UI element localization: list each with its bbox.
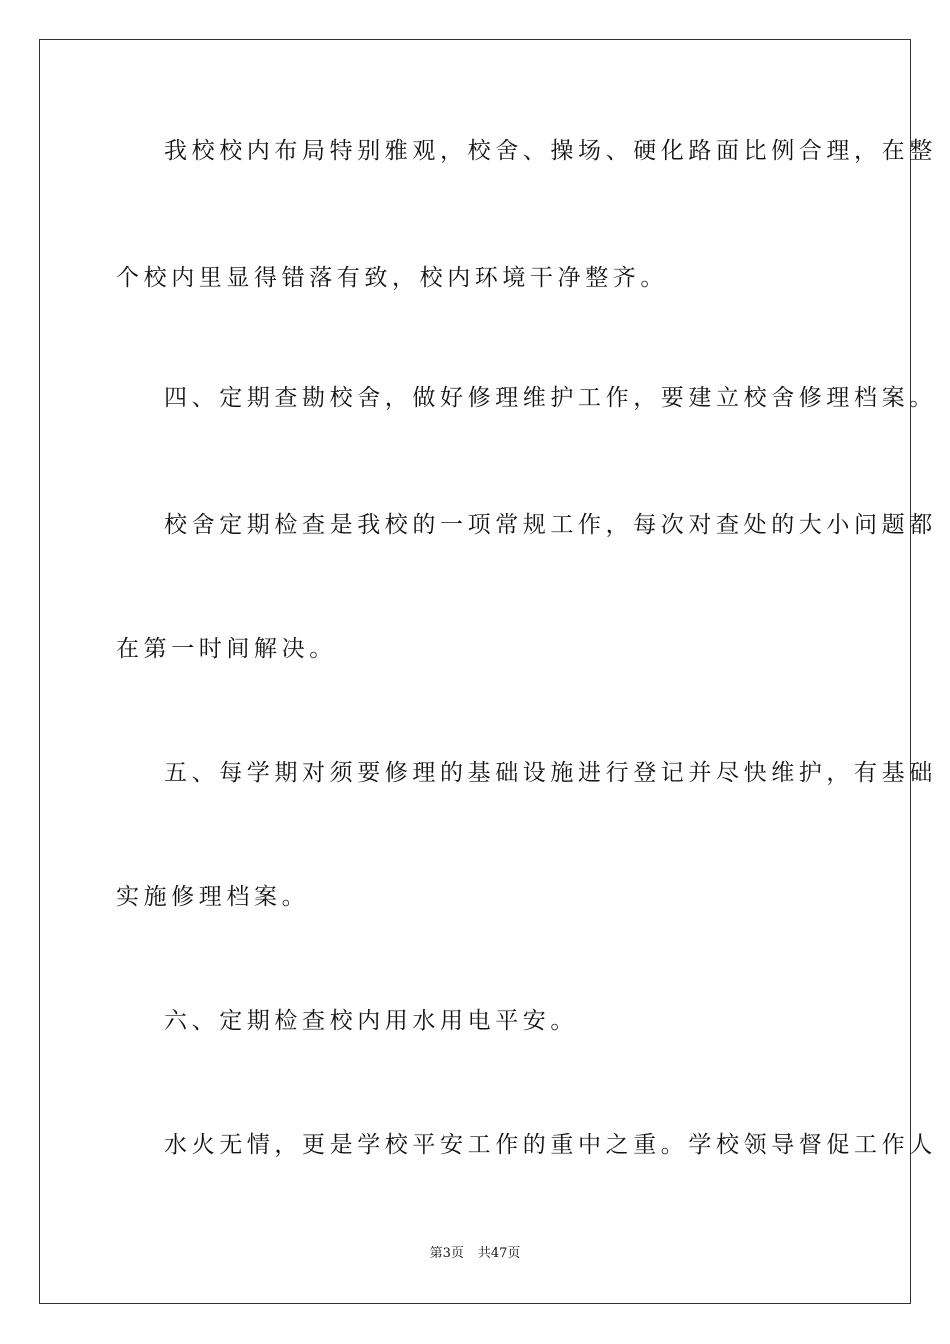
page-border bbox=[39, 39, 937, 1304]
paragraph-line: 个校内里显得错落有致，校内环境干净整齐。 bbox=[116, 265, 668, 291]
paragraph-line: 五、每学期对须要修理的基础设施进行登记并尽快维护，有基础 bbox=[164, 760, 937, 786]
total-pages: 共47页 bbox=[477, 1246, 521, 1261]
paragraph-line: 我校校内布局特别雅观，校舍、操场、硬化路面比例合理，在整 bbox=[164, 138, 937, 164]
paragraph-line: 在第一时间解决。 bbox=[116, 636, 337, 662]
paragraph-line: 四、定期查勘校舍，做好修理维护工作，要建立校舍修理档案。 bbox=[164, 385, 937, 411]
paragraph-line: 六、定期检查校内用水用电平安。 bbox=[164, 1008, 578, 1034]
paragraph-line: 水火无情，更是学校平安工作的重中之重。学校领导督促工作人 bbox=[164, 1132, 937, 1158]
paragraph-line: 实施修理档案。 bbox=[116, 884, 310, 910]
page-number: 第3页 bbox=[429, 1246, 464, 1261]
page-footer bbox=[0, 1246, 950, 1262]
paragraph-line: 校舍定期检查是我校的一项常规工作，每次对查处的大小问题都 bbox=[164, 512, 937, 538]
